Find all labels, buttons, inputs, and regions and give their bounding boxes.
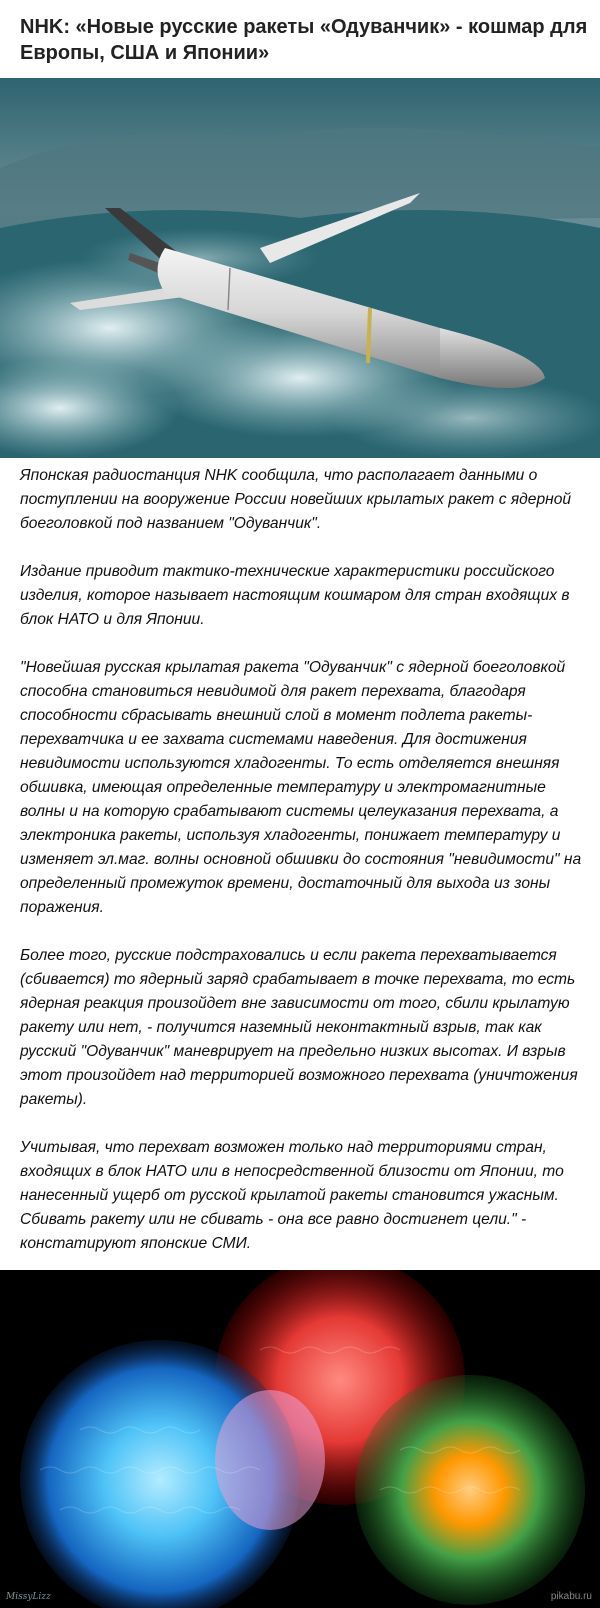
- missile-image: [0, 78, 600, 458]
- green-sphere: [355, 1375, 585, 1605]
- article-paragraph: "Новейшая русская крылатая ракета "Одуванчик" с ядерной боеголовкой способна становиться невидимой для ракет перехвата, благодаря способности сбрасывать внешний слой в момент подлета ракеты-перехватчика и ее захвата системами наведения. Для достижения невидимости используются хладогенты. То есть отделяется внешняя обшивка, имеющая определенные температуру и электромагнитные волны и на которую срабатывают системы целеуказания перехвата, а электроника ракеты, используя хладогенты, понижает температуру и изменяет эл.маг. волны основной обшивки до состояния "невидимости" на определенный промежуток времени, достаточный для выхода из зоны поражения.: [20, 659, 582, 916]
- dandelion-art-image: [0, 1270, 600, 1608]
- article-paragraph: Японская радиостанция NHK сообщила, что располагает данными о поступлении на вооружение России новейших крылатых ракет с ядерной боеголовкой под названием "Одуванчик".: [20, 467, 572, 532]
- artist-signature: MissyLizz: [6, 1592, 51, 1602]
- article-paragraph: Более того, русские подстраховались и если ракета перехватывается (сбивается) то ядерный заряд срабатывает в точке перехвата, то есть ядерная реакция произойдет вне зависимости от того, сбили крылатую ракету или нет, - получится наземный неконтактный взрыв, так как русский "Одуванчик" маневрирует на предельно низких высотах. И взрыв этот произойдет над территорией возможного перехвата (уничтожения ракеты).: [20, 947, 578, 1108]
- pikabu-watermark: pikabu.ru: [550, 1591, 592, 1602]
- post-title: NHK: «Новые русские ракеты «Одуванчик» - кошмар для Европы, США и Японии»: [20, 16, 588, 64]
- article-paragraph: Издание приводит тактико-технические характеристики российского изделия, которое называет настоящим кошмаром для стран входящих в блок НАТО и для Японии.: [20, 563, 570, 628]
- article-paragraph: Учитывая, что перехват возможен только над территориями стран, входящих в блок НАТО или в непосредственной близости от Японии, то нанесенный ущерб от русской крылатой ракеты становится ужасным. Сбивать ракету или не сбивать - она все равно достигнет цели." - констатируют японские СМИ.: [20, 1139, 564, 1252]
- article-body: [20, 464, 588, 1280]
